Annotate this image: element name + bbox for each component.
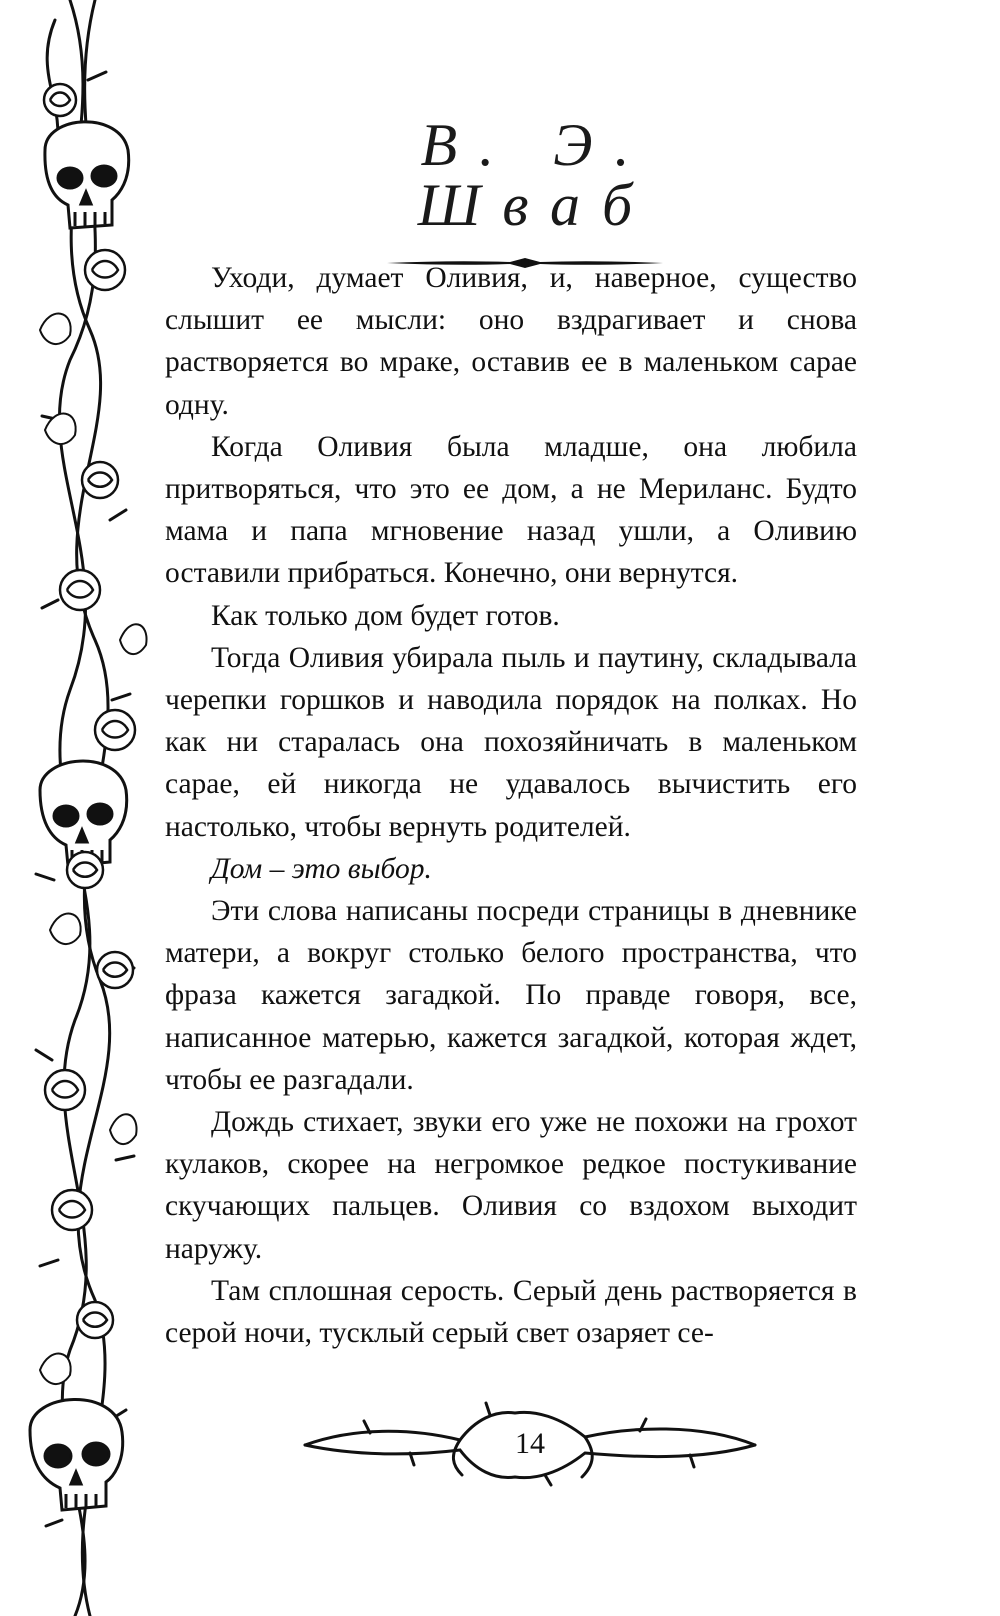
paragraph: Эти слова написаны посреди страницы в дневнике матери, а вокруг столько белого пространства, что фраза кажется загадкой. По правде говоря, все, написанное матерью, кажется загадкой, которая ждет, чтобы ее разгадали. [165,895,857,1096]
rose-icon [82,462,118,498]
running-header [300,112,750,271]
author-name: В. Э. Шваб [417,112,655,238]
rose-icon [44,84,76,116]
leaf-icon [40,314,71,344]
rose-icon [67,852,103,888]
leaf-icon [120,624,147,654]
page-number: 14 [515,1427,545,1460]
body-text [165,257,857,1354]
rose-icon [97,952,133,988]
paragraph: Там сплошная серость. Серый день растворяется в серой ночи, тусклый серый свет озаряет се- [165,1274,857,1350]
paragraph: Тогда Оливия убирала пыль и паутину, складывала черепки горшков и наводила порядок на полках. Но как ни старалась она похозяйничать в маленьком сарае, ей никогда не удавалось вычистить его настолько, чтобы вернуть родителей. [165,641,857,843]
skull-icon [45,122,129,228]
leaf-icon [50,914,81,944]
rose-icon [52,1190,92,1230]
rose-icon [45,1070,85,1110]
italic-paragraph: Дом – это выбор. [211,852,432,885]
leaf-icon [110,1114,137,1144]
rose-icon [77,1302,113,1338]
paragraph: Как только дом будет готов. [211,599,560,632]
paragraph: Когда Оливия была младше, она любила притворяться, что это ее дом, а не Мериланс. Будто мама и папа мгновение назад ушли, а Оливию оставили прибраться. Конечно, они вернутся. [165,430,857,590]
paragraph: Дождь стихает, звуки его уже не похожи на грохот кулаков, скорее на негромкое редкое постукивание скучающих пальцев. Оливия со вздохом выходит наружу. [165,1106,857,1265]
page-footer [300,1395,760,1490]
vine-border-ornament [0,0,155,1616]
rose-icon [95,710,135,750]
skull-icon [40,761,127,866]
leaf-icon [40,1354,71,1384]
rose-icon [85,250,125,290]
rose-icon [60,570,100,610]
paragraph: Уходи, думает Оливия, и, наверное, существо слышит ее мысли: оно вздрагивает и снова растворяется во мраке, оставив ее в маленьком сарае одну. [165,262,857,421]
skull-icon [30,1399,123,1510]
